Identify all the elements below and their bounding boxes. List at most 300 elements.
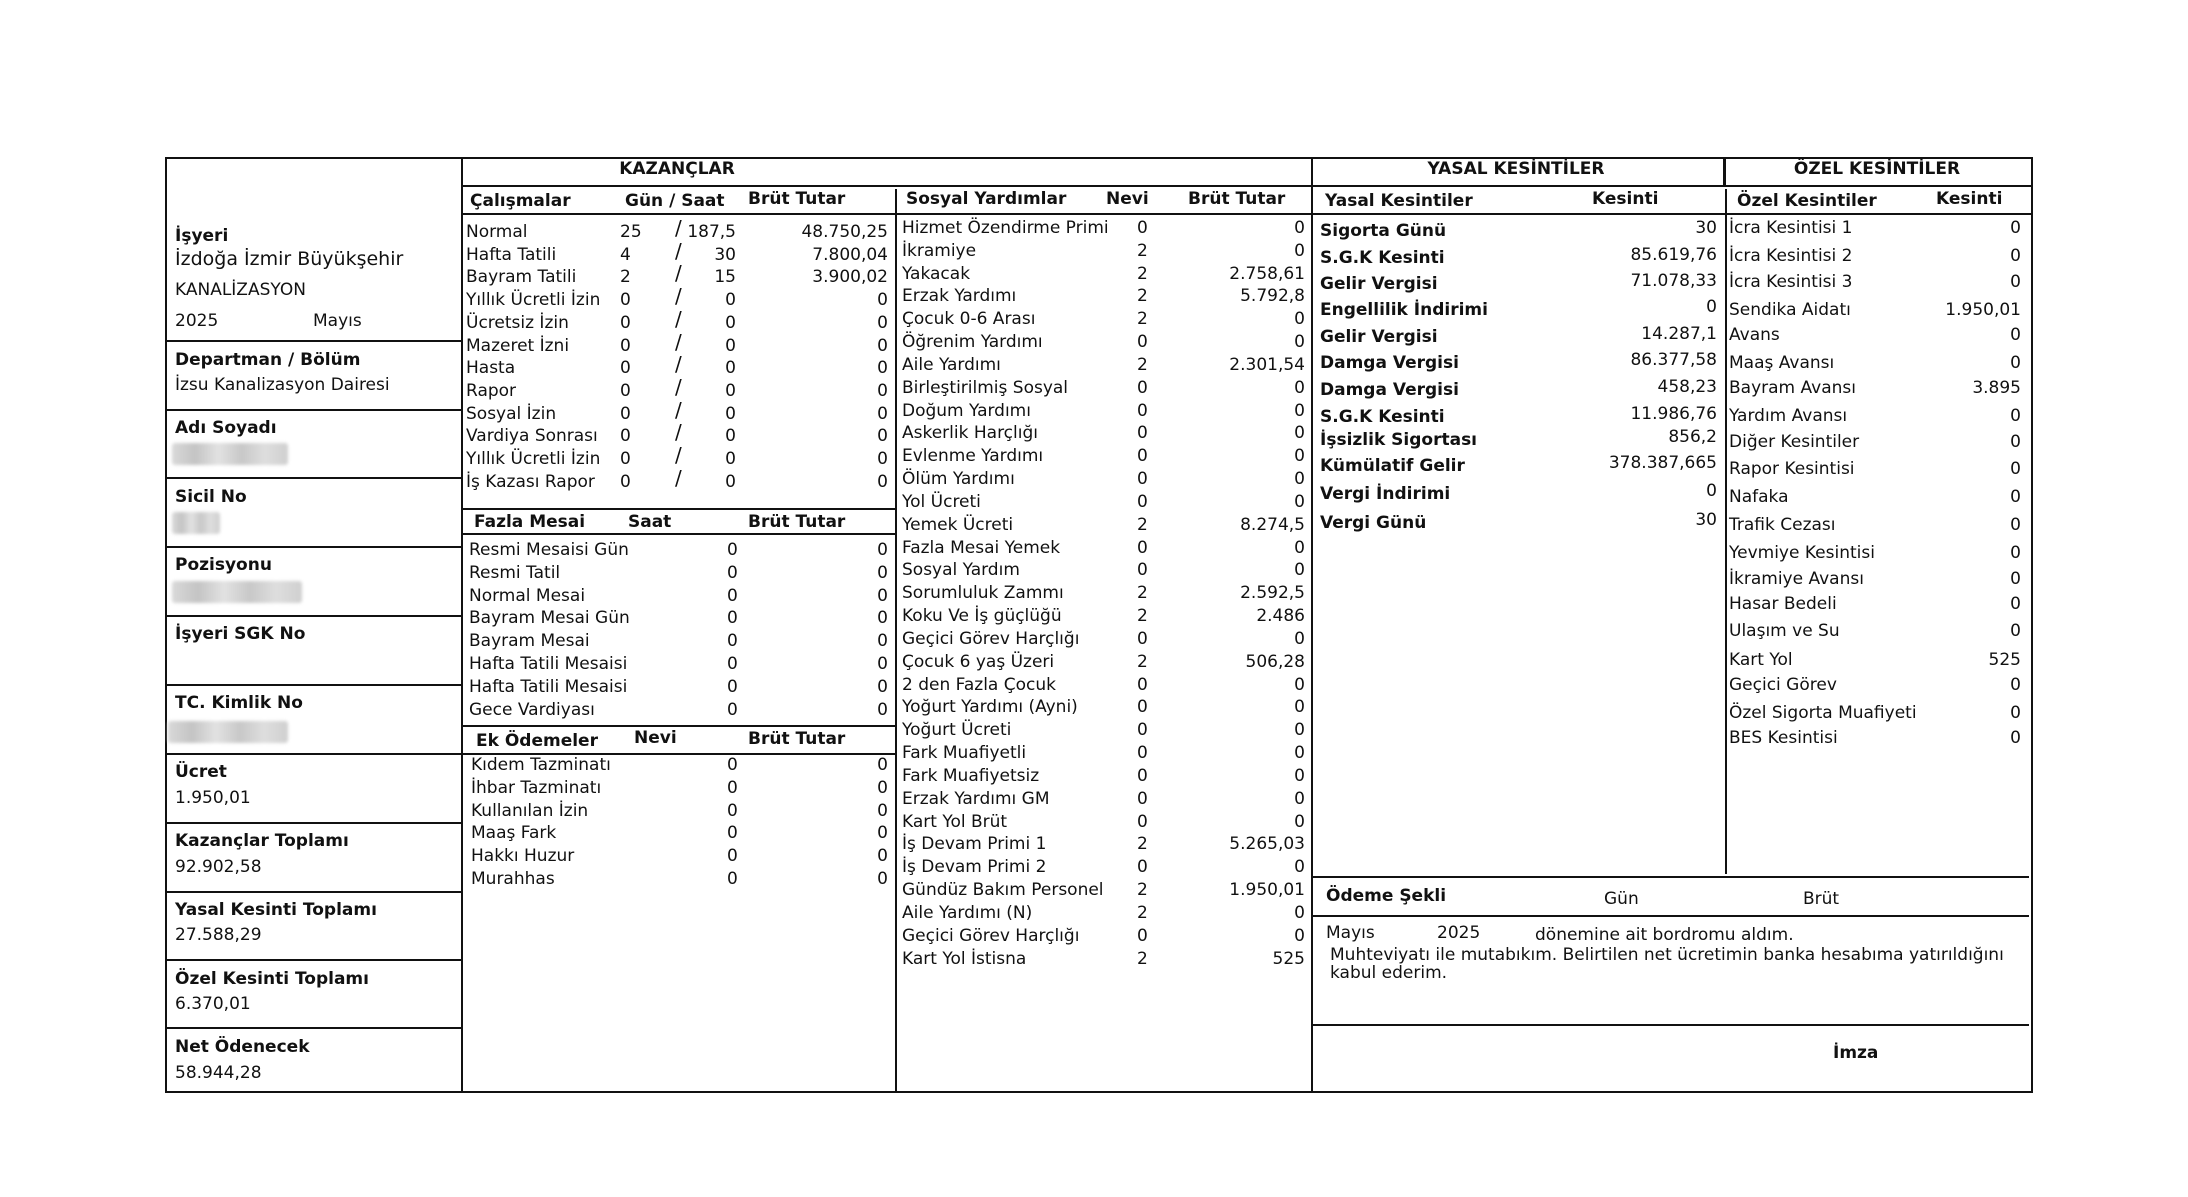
table-row-brut: 0 (877, 471, 888, 492)
table-row-saat: 0 (725, 471, 736, 492)
table-row-value: 458,23 (1657, 377, 1717, 397)
table-row-brut: 0 (1294, 811, 1305, 832)
table-row-saat: 0 (725, 358, 736, 379)
divider (461, 185, 2031, 187)
table-row-label: İşsizlik Sigortası (1320, 430, 1478, 450)
table-row-label: Bayram Mesai (469, 631, 590, 652)
divider (167, 753, 461, 755)
table-row-value: 0 (2010, 569, 2021, 589)
table-row-brut: 0 (877, 654, 888, 674)
table-row-brut: 0 (877, 403, 888, 424)
table-row-label: Çocuk 6 yaş Üzeri (902, 651, 1055, 672)
table-row-label: Koku Ve İş güçlüğü (902, 606, 1062, 627)
table-row-brut: 5.265,03 (1229, 834, 1305, 855)
odeme-label: Ödeme Şekli (1326, 886, 1447, 906)
separator-slash: / (675, 465, 682, 490)
table-row-label: Bayram Avansı (1729, 378, 1856, 398)
odeme-gun: Gün (1604, 889, 1639, 909)
separator-slash: / (675, 216, 682, 240)
redacted-sicil (172, 512, 220, 534)
table-row-gun: 0 (620, 358, 631, 379)
table-row-label: İkramiye Avansı (1729, 569, 1864, 589)
table-row-label: Yıllık Ücretli İzin (466, 290, 601, 311)
table-row-brut: 48.750,25 (801, 222, 888, 242)
table-row-saat: 0 (725, 335, 736, 356)
table-row-label: Gece Vardiyası (469, 699, 595, 720)
table-row-value: 85.619,76 (1630, 245, 1717, 265)
table-row-brut: 0 (1294, 400, 1305, 421)
table-row-nevi: 2 (1137, 583, 1148, 604)
table-row-nevi: 0 (727, 777, 738, 798)
table-row-value: 71.078,33 (1630, 271, 1717, 291)
divider (895, 189, 897, 1091)
divider (167, 546, 461, 548)
divider (461, 533, 895, 535)
table-row-nevi: 2 (1137, 309, 1148, 330)
table-row-nevi: 0 (1137, 720, 1148, 741)
table-row-value: 30 (1695, 218, 1717, 238)
isyeri-unit: KANALİZASYON (175, 280, 306, 300)
pozisyon-label: Pozisyonu (175, 555, 272, 575)
table-row-label: İş Devam Primi 2 (902, 857, 1047, 878)
table-row-nevi: 0 (727, 823, 738, 844)
table-row-brut: 2.758,61 (1229, 263, 1305, 284)
divider (167, 340, 461, 342)
table-row-brut: 0 (1294, 491, 1305, 512)
table-row-brut: 0 (877, 585, 888, 606)
net-label: Net Ödenecek (175, 1037, 310, 1057)
divider (167, 891, 461, 893)
table-row-brut: 0 (1294, 423, 1305, 444)
table-row-label: Engellilik İndirimi (1320, 300, 1488, 320)
table-row-nevi: 0 (1137, 628, 1148, 649)
table-row-brut: 0 (877, 800, 888, 821)
table-row-label: Kullanılan İzin (471, 800, 589, 821)
table-row-label: Özel Sigorta Muafiyeti (1729, 703, 1917, 723)
separator-slash: / (675, 397, 682, 422)
table-row-label: Maaş Fark (471, 823, 557, 844)
divider (461, 213, 2031, 215)
table-row-value: 0 (2010, 675, 2021, 695)
table-row-label: Hafta Tatili Mesaisi (469, 676, 628, 697)
table-row-label: Sosyal Yardım (902, 560, 1020, 581)
separator-slash: / (675, 306, 682, 331)
table-row-label: Çocuk 0-6 Arası (902, 309, 1036, 330)
table-row-brut: 0 (1294, 765, 1305, 786)
separator-slash: / (675, 420, 682, 445)
fazla-head-brut: Brüt Tutar (748, 512, 846, 532)
table-row-nevi: 2 (1137, 880, 1148, 901)
table-row-label: Askerlik Harçlığı (902, 423, 1038, 444)
table-row-label: Ücretsiz İzin (466, 312, 569, 333)
table-row-label: Sorumluluk Zammı (902, 583, 1064, 604)
ozel-head: Özel Kesintiler (1737, 191, 1877, 211)
table-row-nevi: 0 (1137, 925, 1148, 946)
table-row-label: Rapor (466, 380, 517, 401)
table-row-brut: 8.274,5 (1240, 514, 1305, 535)
fazla-head-saat: Saat (628, 512, 672, 532)
sicil-label: Sicil No (175, 487, 247, 507)
separator-slash: / (675, 238, 682, 263)
table-row-value: 0 (1706, 297, 1717, 317)
table-row-nevi: 2 (1137, 606, 1148, 627)
table-row-label: Yoğurt Yardımı (Ayni) (902, 697, 1078, 718)
table-row-gun: 0 (620, 335, 631, 356)
table-row-brut: 0 (877, 380, 888, 401)
table-row-label: Nafaka (1729, 487, 1789, 507)
table-row-brut: 0 (877, 290, 888, 311)
table-row-label: İcra Kesintisi 2 (1729, 246, 1853, 266)
table-row-value: 0 (2010, 218, 2021, 238)
table-row-label: Damga Vergisi (1320, 353, 1459, 373)
table-row-saat: 0 (727, 608, 738, 629)
isyeri-label: İşyeri (175, 226, 229, 246)
table-row-brut: 0 (1294, 902, 1305, 923)
table-row-label: İş Devam Primi 1 (902, 834, 1047, 855)
table-row-nevi: 0 (1137, 377, 1148, 398)
table-row-label: Hizmet Özendirme Primi (902, 218, 1109, 238)
sosyal-head-brut: Brüt Tutar (1188, 189, 1286, 209)
table-row-value: 0 (2010, 703, 2021, 723)
table-row-brut: 506,28 (1245, 651, 1305, 672)
table-row-brut: 5.792,8 (1240, 286, 1305, 307)
table-row-nevi: 2 (1137, 948, 1148, 969)
table-row-brut: 0 (877, 676, 888, 697)
table-row-label: Sendika Aidatı (1729, 300, 1851, 320)
yasal-head-val: Kesinti (1592, 189, 1659, 209)
divider (167, 1027, 461, 1029)
table-row-value: 856,2 (1668, 427, 1717, 447)
table-row-nevi: 2 (1137, 651, 1148, 672)
table-row-nevi: 0 (727, 800, 738, 821)
table-row-saat: 0 (725, 403, 736, 424)
divider (461, 159, 463, 1091)
yasal-total-label: Yasal Kesinti Toplamı (175, 900, 377, 920)
table-row-label: Damga Vergisi (1320, 380, 1459, 400)
table-row-brut: 0 (1294, 446, 1305, 467)
separator-slash: / (675, 284, 682, 309)
fazla-head: Fazla Mesai (474, 512, 586, 532)
table-row-value: 0 (2010, 432, 2021, 452)
table-row-value: 0 (2010, 621, 2021, 641)
table-row-label: Bayram Mesai Gün (469, 608, 630, 629)
table-row-value: 1.950,01 (1945, 300, 2021, 320)
table-row-nevi: 0 (1137, 743, 1148, 764)
table-row-brut: 0 (877, 540, 888, 560)
table-row-value: 0 (2010, 487, 2021, 507)
table-row-value: 86.377,58 (1630, 350, 1717, 370)
table-row-label: Bayram Tatili (466, 267, 577, 288)
table-row-value: 30 (1695, 510, 1717, 530)
redacted-tc (168, 721, 288, 743)
table-row-label: Hasar Bedeli (1729, 594, 1837, 614)
table-row-brut: 0 (877, 312, 888, 333)
table-row-gun: 0 (620, 426, 631, 447)
table-row-label: Hafta Tatili Mesaisi (469, 654, 628, 674)
odeme-brut: Brüt (1803, 889, 1840, 909)
ucret-value: 1.950,01 (175, 788, 251, 808)
table-row-brut: 0 (1294, 788, 1305, 809)
redacted-name (172, 443, 288, 465)
table-row-label: Yemek Ücreti (902, 514, 1014, 535)
table-row-label: Yardım Avansı (1729, 406, 1848, 426)
period-month: Mayıs (313, 311, 362, 331)
divider (1311, 915, 2029, 917)
odeme-month: Mayıs (1326, 923, 1375, 943)
table-row-brut: 1.950,01 (1229, 880, 1305, 901)
table-row-gun: 0 (620, 380, 631, 401)
table-row-label: Murahhas (471, 869, 555, 889)
adsoyad-label: Adı Soyadı (175, 418, 277, 438)
table-row-brut: 0 (877, 631, 888, 652)
table-row-label: Yol Ücreti (902, 491, 981, 512)
table-row-nevi: 0 (1137, 469, 1148, 490)
tc-label: TC. Kimlik No (175, 693, 303, 713)
table-row-saat: 0 (727, 585, 738, 606)
table-row-nevi: 0 (1137, 400, 1148, 421)
table-row-label: Geçici Görev Harçlığı (902, 925, 1080, 946)
table-row-label: İhbar Tazminatı (471, 777, 602, 798)
table-row-nevi: 2 (1137, 354, 1148, 375)
table-row-label: Hakkı Huzur (471, 846, 575, 867)
table-row-saat: 0 (727, 654, 738, 674)
table-row-value: 14.287,1 (1641, 324, 1717, 344)
table-row-saat: 0 (725, 312, 736, 333)
table-row-label: Doğum Yardımı (902, 400, 1031, 421)
table-row-label: Vergi Günü (1320, 513, 1427, 533)
table-row-label: Gelir Vergisi (1320, 274, 1438, 294)
table-row-label: Erzak Yardımı GM (902, 788, 1050, 809)
table-row-saat: 0 (727, 562, 738, 583)
separator-slash: / (675, 261, 682, 286)
table-row-label: Normal (466, 222, 528, 242)
table-row-label: Kıdem Tazminatı (471, 755, 611, 775)
table-row-label: Yıllık Ücretli İzin (466, 449, 601, 469)
table-row-brut: 0 (1294, 377, 1305, 398)
table-row-label: Mazeret İzni (466, 335, 570, 356)
table-row-label: Maaş Avansı (1729, 353, 1835, 373)
table-row-gun: 4 (620, 244, 631, 265)
odeme-line2: Muhteviyatı ile mutabıkım. Belirtilen net ücretimin banka hesabıma yatırıldığını (1330, 945, 2004, 965)
table-row-brut: 0 (1294, 674, 1305, 695)
table-row-label: Normal Mesai (469, 585, 586, 606)
table-row-value: 0 (2010, 406, 2021, 426)
table-row-gun: 0 (620, 403, 631, 424)
divider (1725, 189, 1727, 874)
odeme-line3: kabul ederim. (1330, 963, 1448, 983)
table-row-brut: 0 (1294, 720, 1305, 741)
divider (461, 725, 895, 727)
table-row-brut: 0 (1294, 925, 1305, 946)
table-row-value: 0 (2010, 272, 2021, 292)
table-row-label: Diğer Kesintiler (1729, 432, 1860, 452)
table-row-saat: 0 (727, 699, 738, 720)
table-row-label: Vergi İndirimi (1320, 484, 1451, 504)
table-row-nevi: 2 (1137, 902, 1148, 923)
table-row-brut: 0 (1294, 697, 1305, 718)
table-row-saat: 0 (727, 631, 738, 652)
table-row-label: Fark Muafiyetli (902, 743, 1027, 764)
header-ozel: ÖZEL KESİNTİLER (1793, 159, 1961, 179)
period-year: 2025 (175, 311, 219, 331)
table-row-nevi: 0 (727, 846, 738, 867)
table-row-label: İkramiye (902, 240, 977, 261)
table-row-nevi: 0 (1137, 218, 1148, 238)
calismalar-head-brut: Brüt Tutar (748, 189, 846, 209)
table-row-saat: 0 (725, 449, 736, 469)
table-row-nevi: 0 (1137, 811, 1148, 832)
redacted-pozisyon (172, 581, 302, 603)
table-row-brut: 0 (1294, 537, 1305, 558)
table-row-value: 0 (2010, 543, 2021, 563)
divider (1311, 159, 1313, 1091)
sosyal-head: Sosyal Yardımlar (906, 189, 1067, 209)
table-row-brut: 525 (1272, 948, 1305, 969)
isyeri-name: İzdoğa İzmir Büyükşehir (175, 248, 404, 270)
divider (461, 508, 895, 510)
table-row-nevi: 0 (1137, 491, 1148, 512)
table-row-nevi: 0 (727, 755, 738, 775)
table-row-brut: 0 (877, 335, 888, 356)
ucret-label: Ücret (175, 762, 227, 782)
table-row-brut: 0 (877, 823, 888, 844)
table-row-brut: 0 (877, 449, 888, 469)
table-row-value: 11.986,76 (1630, 404, 1717, 424)
table-row-saat: 0 (725, 426, 736, 447)
table-row-label: Yakacak (902, 263, 971, 284)
table-row-label: Fazla Mesai Yemek (902, 537, 1061, 558)
table-row-label: Gelir Vergisi (1320, 327, 1438, 347)
table-row-label: Fark Muafiyetsiz (902, 765, 1040, 786)
table-row-label: Hafta Tatili (466, 244, 557, 265)
table-row-nevi: 0 (1137, 560, 1148, 581)
table-row-brut: 0 (1294, 469, 1305, 490)
table-row-brut: 0 (877, 869, 888, 889)
table-row-label: Aile Yardımı (902, 354, 1001, 375)
table-row-saat: 0 (727, 676, 738, 697)
table-row-label: Sosyal İzin (466, 403, 557, 424)
separator-slash: / (675, 443, 682, 467)
table-row-brut: 0 (877, 562, 888, 583)
table-row-label: Kümülatif Gelir (1320, 456, 1465, 476)
table-row-label: 2 den Fazla Çocuk (902, 674, 1056, 695)
table-row-brut: 3.900,02 (812, 267, 888, 288)
table-row-label: Öğrenim Yardımı (902, 332, 1043, 353)
table-row-value: 0 (2010, 246, 2021, 266)
dept-value: İzsu Kanalizasyon Dairesi (175, 375, 390, 395)
table-row-nevi: 2 (1137, 286, 1148, 307)
table-row-label: Yevmiye Kesintisi (1729, 543, 1875, 563)
table-row-label: Ulaşım ve Su (1729, 621, 1840, 641)
table-row-saat: 0 (727, 540, 738, 560)
table-row-brut: 0 (877, 755, 888, 775)
table-row-label: Geçici Görev Harçlığı (902, 628, 1080, 649)
table-row-nevi: 0 (1137, 857, 1148, 878)
table-row-label: Kart Yol (1729, 650, 1793, 670)
table-row-label: Trafik Cezası (1729, 515, 1836, 535)
table-row-nevi: 2 (1137, 514, 1148, 535)
table-row-gun: 0 (620, 471, 631, 492)
table-row-label: S.G.K Kesinti (1320, 248, 1445, 268)
divider (167, 615, 461, 617)
table-row-value: 0 (2010, 594, 2021, 614)
kazanc-total-value: 92.902,58 (175, 857, 262, 877)
signature-label: İmza (1833, 1043, 1879, 1063)
separator-slash: / (675, 329, 682, 354)
table-row-brut: 0 (1294, 857, 1305, 878)
table-row-label: İcra Kesintisi 3 (1729, 272, 1853, 292)
table-row-value: 0 (1706, 481, 1717, 501)
dept-label: Departman / Bölüm (175, 350, 361, 370)
divider (1311, 876, 2029, 878)
table-row-value: 0 (2010, 728, 2021, 748)
table-row-value: 525 (1988, 650, 2021, 670)
ek-head: Ek Ödemeler (476, 731, 598, 751)
table-row-label: Yoğurt Ücreti (902, 720, 1012, 741)
table-row-nevi: 0 (1137, 674, 1148, 695)
table-row-label: Kart Yol Brüt (902, 811, 1008, 832)
table-row-nevi: 0 (1137, 697, 1148, 718)
divider (167, 477, 461, 479)
table-row-brut: 0 (1294, 743, 1305, 764)
table-row-value: 0 (2010, 515, 2021, 535)
table-row-brut: 0 (877, 358, 888, 379)
table-row-nevi: 0 (1137, 423, 1148, 444)
ek-head-nevi: Nevi (634, 728, 677, 748)
table-row-gun: 0 (620, 290, 631, 311)
table-row-label: Birleştirilmiş Sosyal (902, 377, 1069, 398)
table-row-label: Aile Yardımı (N) (902, 902, 1033, 923)
table-row-brut: 0 (877, 426, 888, 447)
table-row-label: Geçici Görev (1729, 675, 1837, 695)
table-row-label: Avans (1729, 325, 1780, 345)
sosyal-head-nevi: Nevi (1106, 189, 1149, 209)
table-row-brut: 0 (1294, 628, 1305, 649)
table-row-label: Evlenme Yardımı (902, 446, 1044, 467)
table-row-brut: 7.800,04 (812, 244, 888, 265)
table-row-label: Hasta (466, 358, 516, 379)
table-row-saat: 0 (725, 380, 736, 401)
table-row-value: 3.895 (1972, 378, 2021, 398)
table-row-nevi: 2 (1137, 263, 1148, 284)
table-row-label: Rapor Kesintisi (1729, 459, 1855, 479)
table-row-gun: 25 (620, 222, 642, 242)
table-row-gun: 0 (620, 449, 631, 469)
table-row-nevi: 0 (1137, 446, 1148, 467)
table-row-label: İş Kazası Rapor (466, 471, 595, 492)
table-row-nevi: 0 (1137, 332, 1148, 353)
ozel-total-value: 6.370,01 (175, 994, 251, 1014)
table-row-brut: 0 (1294, 309, 1305, 330)
table-row-nevi: 0 (1137, 788, 1148, 809)
ozel-head-val: Kesinti (1936, 189, 2003, 209)
table-row-value: 0 (2010, 325, 2021, 345)
divider (167, 822, 461, 824)
table-row-label: Resmi Tatil (469, 562, 561, 583)
table-row-gun: 0 (620, 312, 631, 333)
table-row-brut: 0 (877, 608, 888, 629)
table-row-label: Sigorta Günü (1320, 221, 1447, 241)
table-row-nevi: 2 (1137, 240, 1148, 261)
table-row-label: İcra Kesintisi 1 (1729, 218, 1853, 238)
table-row-nevi: 0 (1137, 765, 1148, 786)
table-row-brut: 2.486 (1256, 606, 1305, 627)
table-row-saat: 30 (714, 244, 736, 265)
table-row-label: Erzak Yardımı (902, 286, 1017, 307)
table-row-label: Kart Yol İstisna (902, 948, 1027, 969)
kazanc-total-label: Kazançlar Toplamı (175, 831, 349, 851)
separator-slash: / (675, 374, 682, 399)
